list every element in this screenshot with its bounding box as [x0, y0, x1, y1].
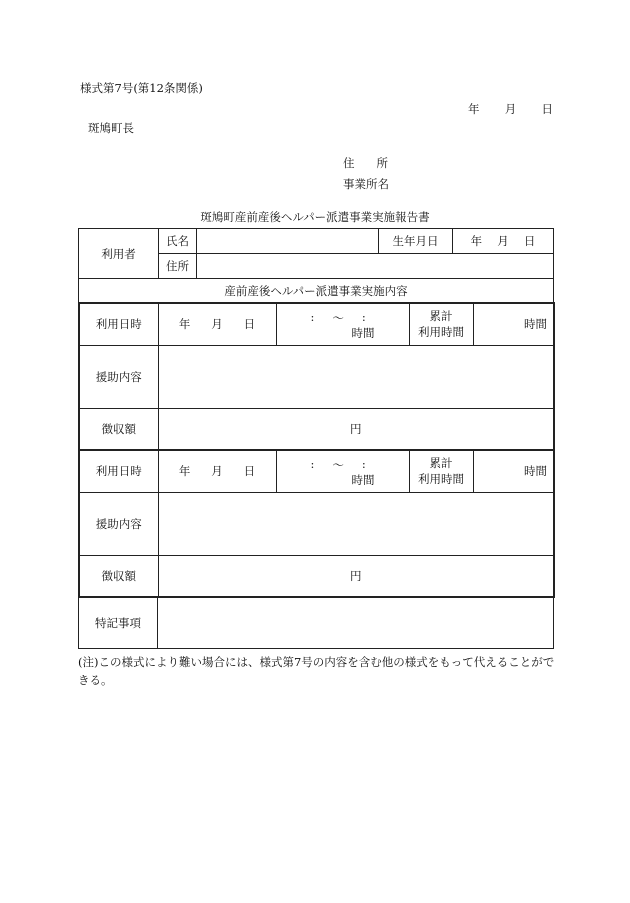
- addressee: 斑鳩町長: [88, 121, 134, 135]
- time-colon-end: :: [361, 457, 366, 471]
- time-colon-start: :: [310, 457, 315, 471]
- cumulative-label-line1: 累計: [429, 309, 453, 324]
- business-name-label: 事業所名: [343, 177, 389, 191]
- date-year: 年: [468, 102, 480, 116]
- date-month: 月: [504, 102, 517, 116]
- document-title: 斑鳩町産前産後ヘルパー派遣事業実施報告書: [200, 210, 430, 224]
- remarks-label: 特記事項: [79, 598, 158, 649]
- cumulative-unit: 時間: [524, 464, 547, 479]
- cumulative-unit: 時間: [524, 317, 547, 332]
- remarks-field[interactable]: [158, 598, 554, 649]
- time-unit: 時間: [351, 472, 375, 487]
- form-number: 様式第7号(第12条関係): [80, 81, 203, 95]
- birth-day: 日: [523, 234, 536, 248]
- address-label-char2: 所: [376, 156, 388, 170]
- usage-date-field[interactable]: [158, 450, 276, 492]
- birthdate-label: 生年月日: [379, 229, 453, 254]
- birth-month: 月: [497, 234, 509, 248]
- assist-label: 援助内容: [79, 492, 158, 555]
- assist-field[interactable]: [158, 345, 554, 408]
- usage-date-label: 利用日時: [79, 450, 158, 492]
- cumulative-label-line2: 利用時間: [418, 325, 464, 340]
- user-label: 利用者: [79, 229, 159, 279]
- address-label: [343, 155, 388, 171]
- date-day: 日: [541, 102, 553, 116]
- address-label-char1: 住: [343, 156, 355, 170]
- usage-date-label: 利用日時: [79, 303, 158, 345]
- cumulative-label: [409, 303, 473, 345]
- record-block-2: [78, 449, 555, 598]
- assist-label: 援助内容: [79, 345, 158, 408]
- time-colon-end: :: [361, 310, 366, 324]
- usage-month: 月: [211, 317, 223, 332]
- cumulative-label-line2: 利用時間: [418, 472, 464, 487]
- time-tilde: 〜: [332, 311, 344, 325]
- usage-day: 日: [243, 317, 256, 332]
- section-title: 産前産後ヘルパー派遣事業実施内容: [79, 279, 554, 303]
- time-colon-start: :: [310, 310, 315, 324]
- usage-date-field[interactable]: [158, 303, 276, 345]
- fee-field[interactable]: [158, 408, 554, 450]
- assist-field[interactable]: [158, 492, 554, 555]
- usage-month: 月: [211, 464, 223, 479]
- fee-unit: 円: [350, 421, 362, 436]
- birth-year: 年: [470, 234, 483, 248]
- remarks-table: [78, 597, 554, 649]
- report-date: [468, 101, 553, 117]
- name-label: 氏名: [159, 229, 197, 254]
- time-unit: 時間: [351, 325, 375, 340]
- user-address-label: 住所: [159, 254, 197, 279]
- cumulative-label: [409, 450, 473, 492]
- usage-time-field[interactable]: [276, 303, 409, 345]
- cumulative-field[interactable]: [473, 450, 554, 492]
- usage-day: 日: [243, 464, 256, 479]
- fee-label: 徴収額: [79, 555, 158, 597]
- user-address-field[interactable]: [197, 254, 554, 279]
- record-block-1: [78, 302, 555, 451]
- user-info-table: [78, 228, 554, 303]
- fee-label: 徴収額: [79, 408, 158, 450]
- fee-unit: 円: [350, 568, 362, 583]
- birthdate-field[interactable]: [453, 229, 554, 254]
- cumulative-field[interactable]: [473, 303, 554, 345]
- usage-time-field[interactable]: [276, 450, 409, 492]
- usage-year: 年: [178, 317, 191, 332]
- cumulative-label-line1: 累計: [429, 456, 453, 471]
- time-tilde: 〜: [332, 458, 344, 472]
- fee-field[interactable]: [158, 555, 554, 597]
- usage-year: 年: [178, 464, 191, 479]
- name-field[interactable]: [197, 229, 379, 254]
- footnote: (注)この様式により難い場合には、様式第7号の内容を含む他の様式をもって代えることができる。: [78, 655, 555, 687]
